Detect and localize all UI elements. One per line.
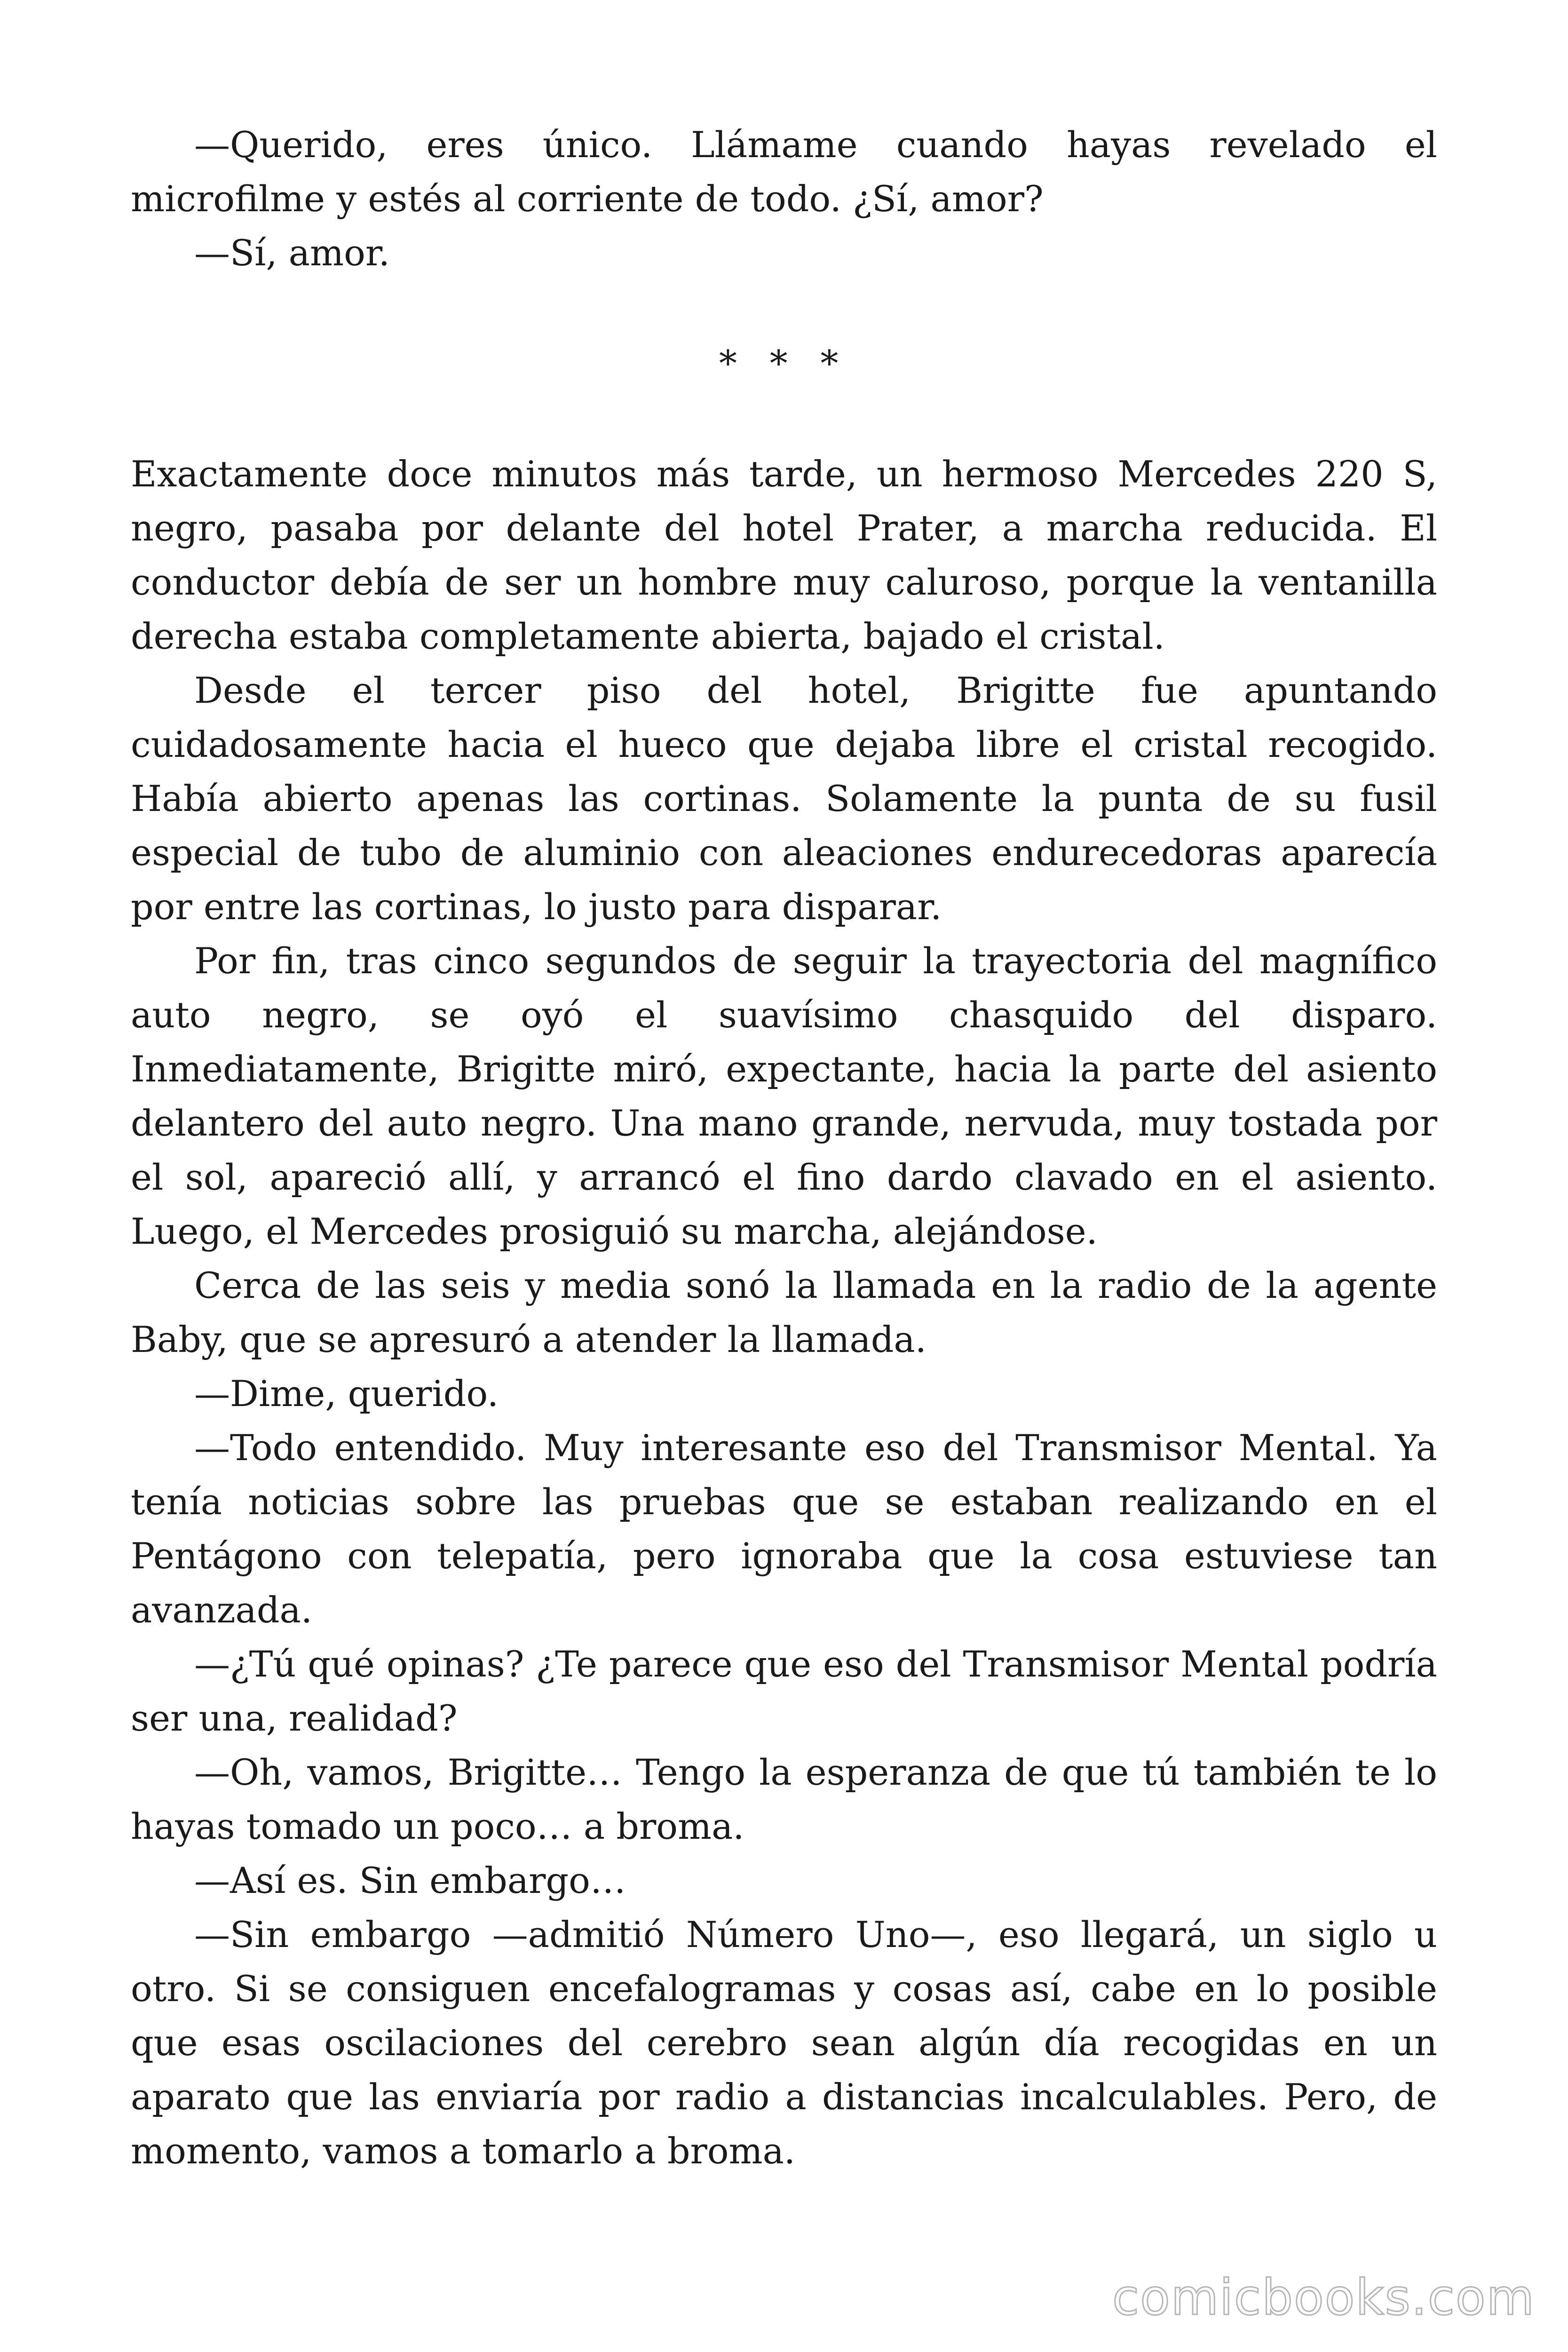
paragraph: Exactamente doce minutos más tarde, un hermoso Mercedes 220 S, negro, pasaba por delante del hotel Prater, a marcha reducida. El conductor debía de ser un hombre muy caluroso, porque la ventanilla derecha estaba completamente abierta, bajado el cristal. bbox=[131, 453, 1437, 657]
paragraph: —Oh, vamos, Brigitte… Tengo la esperanza de que tú también te lo hayas tomado un poco… a broma. bbox=[131, 1751, 1437, 1847]
paragraph: —Dime, querido. bbox=[194, 1373, 499, 1414]
paragraph: Desde el tercer piso del hotel, Brigitte fue apuntando cuidadosamente hacia el hueco que dejaba libre el cristal recogido. Había abierto apenas las cortinas. Solamente la punta de su fusil especial de tubo de aluminio con aleaciones endurecedoras aparecía por entre las cortinas, lo justo para disparar. bbox=[131, 669, 1437, 928]
page-body bbox=[131, 118, 1437, 2178]
watermark-text: comicbooks.com bbox=[1112, 2269, 1535, 2326]
paragraph: Cerca de las seis y media sonó la llamada en la radio de la agente Baby, que se apresuró a atender la llamada. bbox=[131, 1264, 1437, 1360]
paragraph: —Querido, eres único. Llámame cuando hayas revelado el microfilme y estés al corriente de todo. ¿Sí, amor? bbox=[131, 124, 1437, 220]
paragraph: Por fin, tras cinco segundos de seguir la trayectoria del magnífico auto negro, se oyó el suavísimo chasquido del disparo. Inmediatamente, Brigitte miró, expectante, hacia la parte del asiento delantero del auto negro. Una mano grande, nervuda, muy tostada por el sol, apareció allí, y arrancó el fino dardo clavado en el asiento. Luego, el Mercedes prosiguió su marcha, alejándose. bbox=[131, 940, 1437, 1252]
paragraph: —Todo entendido. Muy interesante eso del Transmisor Mental. Ya tenía noticias sobre las pruebas que se estaban realizando en el Pentágono con telepatía, pero ignoraba que la cosa estuviese tan avanzada. bbox=[131, 1427, 1437, 1631]
paragraph: —Así es. Sin embargo… bbox=[194, 1859, 626, 1901]
paragraph: —Sin embargo —admitió Número Uno—, eso llegará, un siglo u otro. Si se consiguen encefalogramas y cosas así, cabe en lo posible que esas oscilaciones del cerebro sean algún día recogidas en un aparato que las enviaría por radio a distancias incalculables. Pero, de momento, vamos a tomarlo a broma. bbox=[131, 1914, 1437, 2172]
section-break: * * * bbox=[719, 342, 849, 384]
paragraph: —Sí, amor. bbox=[194, 232, 390, 274]
paragraph: —¿Tú qué opinas? ¿Te parece que eso del Transmisor Mental podría ser una, realidad? bbox=[131, 1643, 1437, 1739]
